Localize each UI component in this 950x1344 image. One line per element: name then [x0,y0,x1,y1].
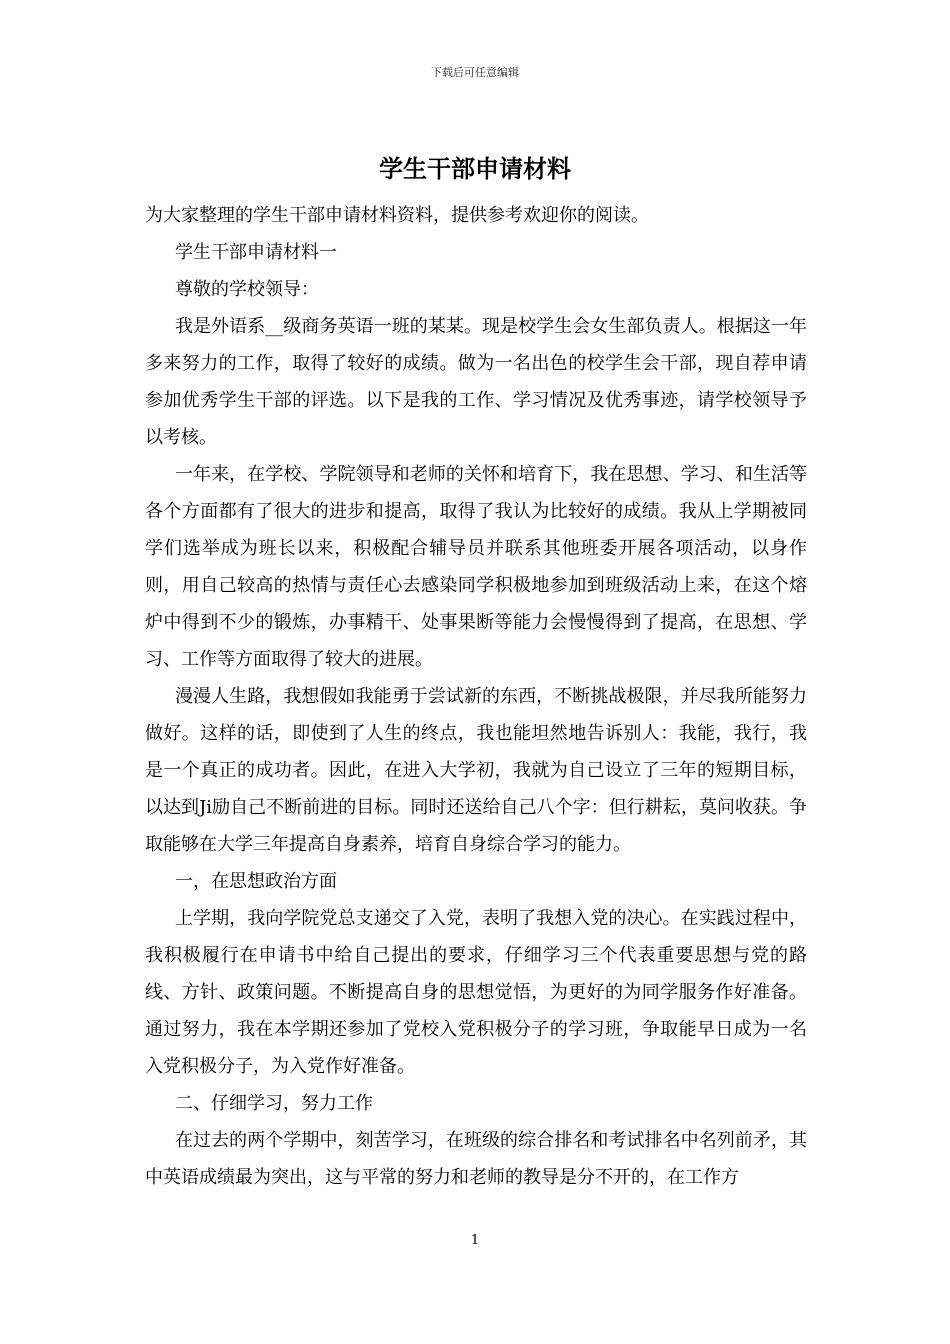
body-paragraph: 我是外语系__级商务英语一班的某某。现是校学生会女生部负责人。根据这一年多来努力的工作，取得了较好的成绩。做为一名出色的校学生会干部，现自荐申请参加优秀学生干部的评选。以下是我的工作、学习情况及优秀事迹，请学校领导予以考核。 [145,316,807,448]
subsection-heading: 二、仔细学习，努力工作 [175,1093,373,1114]
body-paragraph: 一年来，在学校、学院领导和老师的关怀和培育下，我在思想、学习、和生活等各个方面都有了很大的进步和提高，取得了我认为比较好的成绩。我从上学期被同学们选举成为班长以来，积极配合辅导员并联系其他班委开展各项活动，以身作则，用自己较高的热情与责任心去感染同学积极地参加到班级活动上来，在这个熔炉中得到不少的锻炼，办事精干、处事果断等能力会慢慢得到了提高，在思想、学习、工作等方面取得了较大的进展。 [145,464,807,670]
section-heading: 学生干部申请材料一 [175,242,337,263]
body-paragraph: 上学期，我向学院党总支递交了入党，表明了我想入党的决心。在实践过程中，我积极履行在申请书中给自己提出的要求，仔细学习三个代表重要思想与党的路线、方针、政策问题。不断提高自身的思想觉悟，为更好的为同学服务作好准备。通过努力，我在本学期还参加了党校入党积极分子的学习班，争取能早日成为一名入党积极分子，为入党作好准备。 [145,908,807,1077]
document-body [145,197,807,1196]
salutation: 尊敬的学校领导： [175,279,319,300]
body-paragraph: 在过去的两个学期中，刻苦学习，在班级的综合排名和考试排名中名列前矛，其中英语成绩最为突出，这与平常的努力和老师的教导是分不开的，在工作方 [145,1130,807,1188]
body-paragraph: 漫漫人生路，我想假如我能勇于尝试新的东西，不断挑战极限，并尽我所能努力做好。这样的话，即使到了人生的终点，我也能坦然地告诉别人：我能，我行，我是一个真正的成功者。因此，在进入大学初，我就为自己设立了三年的短期目标，以达到Ji励自己不断前进的目标。同时还送给自己八个字：但行耕耘，莫问收获。争取能够在大学三年提高自身素养，培育自身综合学习的能力。 [145,686,807,855]
intro-paragraph: 为大家整理的学生干部申请材料资料，提供参考欢迎你的阅读。 [145,205,649,226]
page-header-note: 下载后可任意编辑 [431,66,519,79]
page-number: 1 [470,1233,480,1248]
document-title: 学生干部申请材料 [379,155,571,183]
subsection-heading: 一，在思想政治方面 [175,871,337,892]
